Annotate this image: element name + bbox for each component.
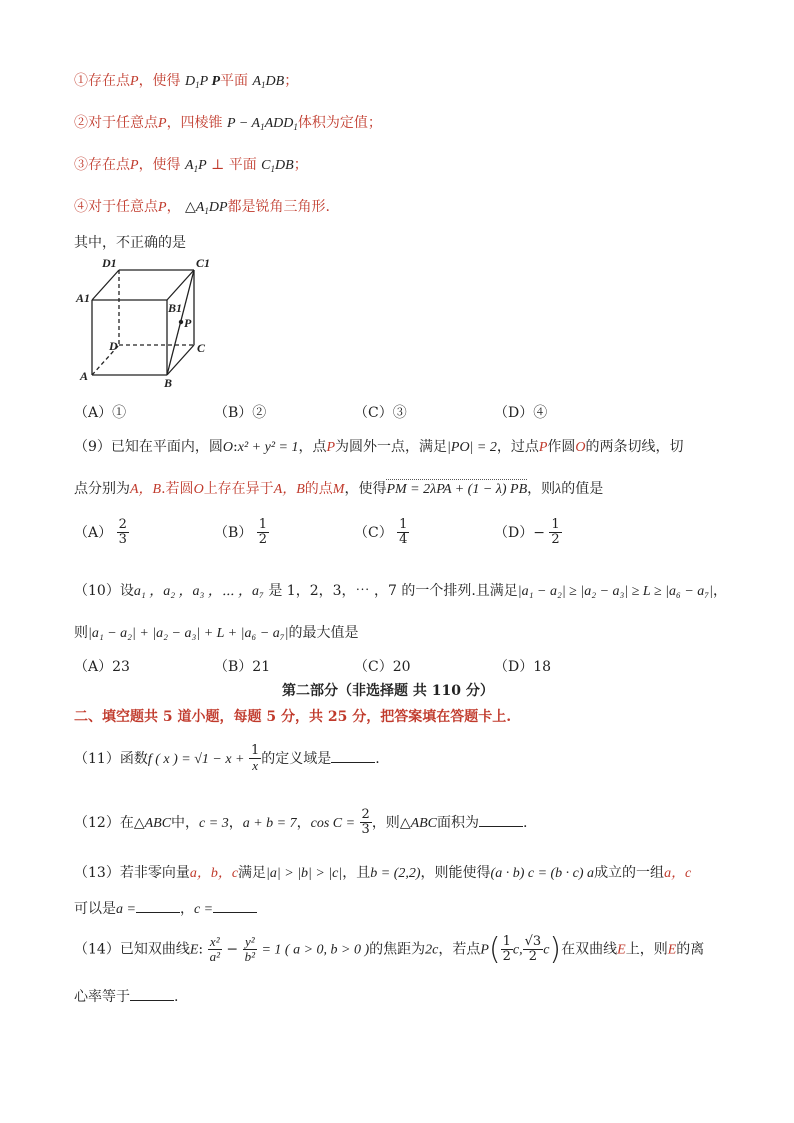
q14-line-2: 心率等于 . — [74, 989, 179, 1005]
label-p: P — [184, 316, 192, 330]
q11: （11）函数f ( x ) = √1 − x + $\frac{1}{x}$ 的定义域是 . — [74, 743, 380, 774]
label-b: B — [164, 376, 173, 390]
label-a: A — [80, 369, 89, 383]
q11-answer-blank[interactable] — [331, 750, 375, 763]
q12: （12）在△ABC中，c = 3，a + b = 7，cos C = $\frac{2}{3}$ ，则△ABC面积为 . — [74, 807, 528, 838]
q8-option-a[interactable]: （A）① — [74, 405, 127, 421]
label-b1: B1 — [168, 301, 183, 315]
q8-option-c[interactable]: （C）③ — [354, 405, 407, 421]
q10-line-1: （10）设a₁ ，a₂ ，a₃ ，⋯ ，a₇ 是 1，2，3，⋯ ，7 的一个排列.且满足|a₁ − a₂| ≥ |a₂ − a₃| ≥ L ≥ |a₆ − a₇|， — [74, 583, 728, 599]
label-c: C — [197, 341, 206, 355]
q10-option-c[interactable]: （C）20 — [354, 659, 411, 675]
q14-answer-blank[interactable] — [130, 988, 174, 1001]
label-d1: D1 — [102, 256, 117, 270]
q13-line-2: 可以是a = ，c = — [74, 898, 257, 918]
q13-line-1: （13）若非零向量a，b，c满足|a| > |b| > |c|，且b = (2,2)，则能使得(a · b) c = (b · c) a成立的一组a，c — [74, 865, 692, 881]
q14-line-1: （14）已知双曲线E: $\frac{\text{x²}}{\text{a²}}$ − $\frac{\text{y²}}{\text{b²}}$ = 1 ( a > 0, b > 0 )的焦距为2c，若点P( $\frac{1}{2}$ c, $\frac{√3}{2}$ c)在双曲线E上，则E的离 — [74, 932, 705, 967]
q13-c-blank[interactable] — [213, 900, 257, 913]
statement-2: ②对于任意点P，四棱锥 $P - A_1ADD_1$体积为定值； — [74, 115, 382, 132]
q8-option-d[interactable]: （D）④ — [494, 405, 548, 421]
q10-option-b[interactable]: （B）21 — [214, 659, 271, 675]
cube-figure — [74, 252, 224, 392]
q13-a-blank[interactable] — [136, 900, 180, 913]
q10-option-a[interactable]: （A）23 — [74, 659, 130, 675]
q8-option-b[interactable]: （B）② — [214, 405, 267, 421]
q9-option-d[interactable]: （D）− $\frac{1}{2}$ — [494, 517, 560, 548]
q9-option-c[interactable]: （C） $\frac{1}{4}$ — [354, 517, 408, 548]
statement-1: ①存在点P，使得 $D_1P$ P平面 $A_1DB$； — [74, 73, 299, 90]
part2-subtitle: 二、填空题共 5 道小题，每题 5 分，共 25 分，把答案填在答题卡上. — [74, 709, 512, 725]
q10-option-d[interactable]: （D）18 — [494, 659, 552, 675]
label-a1: A1 — [76, 291, 91, 305]
q12-answer-blank[interactable] — [479, 814, 523, 827]
label-c1: C1 — [196, 256, 211, 270]
statement-4: ④对于任意点P， $\triangle A_1DP$都是锐角三角形. — [74, 199, 330, 216]
label-d: D — [109, 339, 118, 353]
q9-line-2: 点分别为A，B.若圆O上存在异于A，B的点M，使得PM = 2λPA + (1 − λ) PB，则λ的值是 — [74, 481, 604, 497]
q9-option-b[interactable]: （B） $\frac{1}{2}$ — [214, 517, 268, 548]
question-prompt: 其中，不正确的是 — [74, 235, 186, 251]
q10-line-2: 则|a₁ − a₂| + |a₂ − a₃| + L + |a₆ − a₇|的最大值是 — [74, 625, 359, 641]
q9-line-1: （9）已知在平面内，圆O:x² + y² = 1，点P为圆外一点，满足|PO| = 2，过点P作圆O的两条切线，切 — [74, 439, 684, 455]
q9-option-a[interactable]: （A） $\frac{2}{3}$ — [74, 517, 127, 548]
part2-title: 第二部分（非选择题 共 110 分） — [282, 683, 494, 699]
statement-3: ③存在点P，使得 $A_1P$ ⊥ 平面 $C_1DB$； — [74, 157, 308, 174]
